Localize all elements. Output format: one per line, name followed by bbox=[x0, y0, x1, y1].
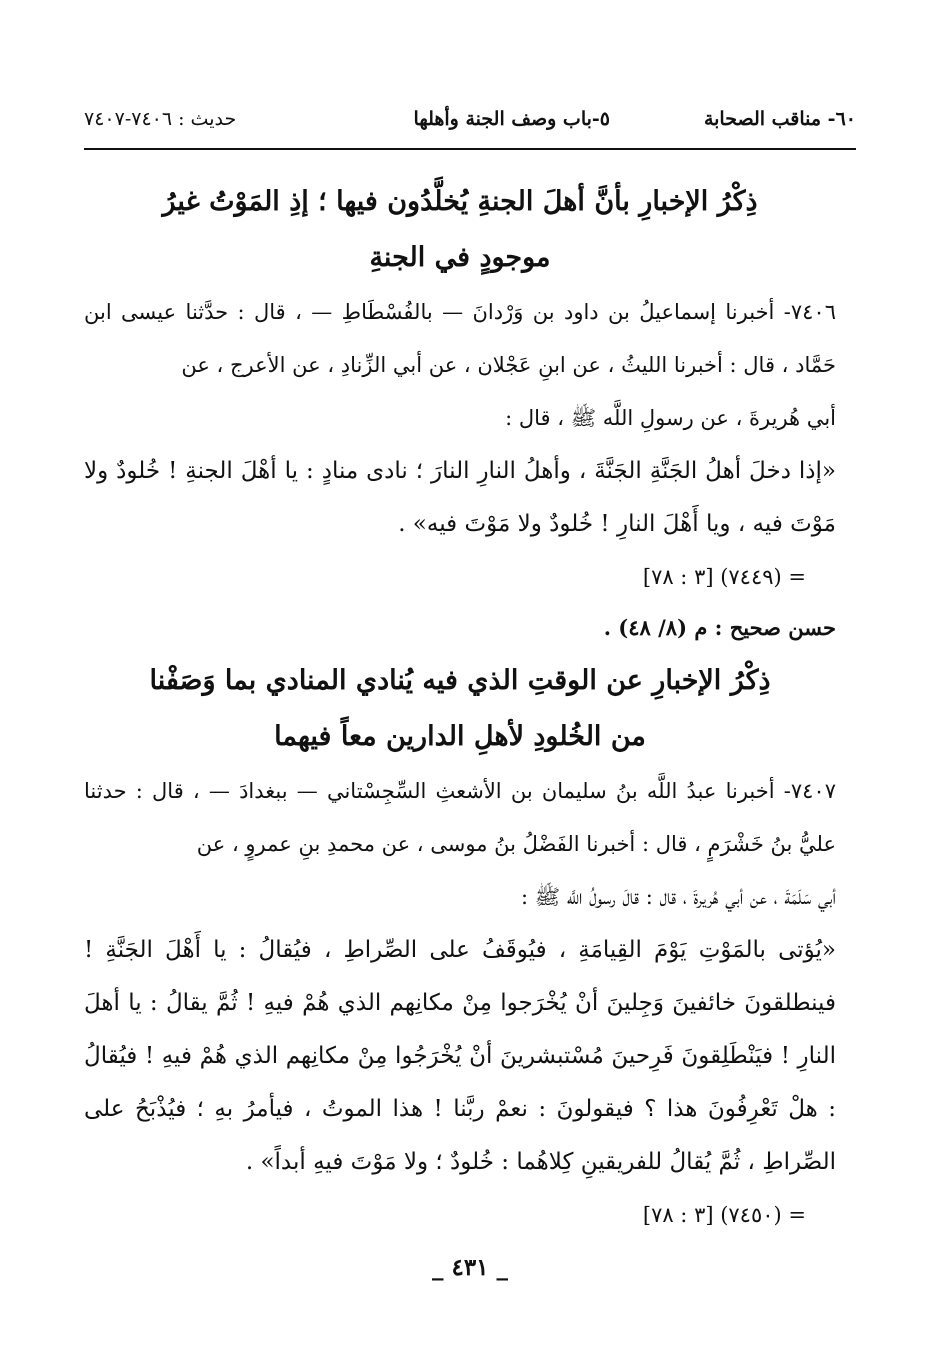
page-number: _ ٤٣١ _ bbox=[431, 1254, 509, 1281]
section-title: ٥-باب وصف الجنة وأهلها bbox=[413, 108, 610, 130]
running-header bbox=[84, 104, 856, 140]
hadith-isnad-end: أبي سَلَمَةَ ، عن أبي هُريرةَ ، قال : قالَ رسولُ اللَّه ﷺ : bbox=[520, 885, 836, 909]
hadith-text: «إذا دخلَ أهلُ الجَنَّةِ الجَنَّةَ ، وأهلُ النارِ النارَ ؛ نادى منادٍ : يا أهْلَ الجنةِ ! خُلودٌ ولا مَوْتَ فيه ، ويا أَهْلَ النارِ ! خُلودٌ ولا مَوْتَ فيه» . bbox=[84, 458, 836, 537]
chapter-title: ٦٠- مناقب الصحابة bbox=[703, 108, 856, 130]
chapter-section-1 bbox=[84, 174, 836, 653]
section-heading-line: ذِكْرُ الإخبارِ عن الوقتِ الذي فيه يُنادي المنادي بما وَصَفْنا bbox=[149, 665, 771, 696]
header-rule bbox=[84, 148, 856, 150]
page-body bbox=[84, 174, 836, 1241]
hadith-isnad: ٧٤٠٧- أخبرنا عبدُ اللَّه بنُ سليمان بن الأشعثِ السِّجِسْتاني — ببغدادَ — ، قال : حدثنا عليُّ بنُ خَشْرَمٍ ، قال : أخبرنا الفَضْلُ بنُ موسى ، عن محمدِ بنِ عمروٍ ، عن bbox=[84, 779, 836, 856]
hadith-isnad-end: أبي هُريرةَ ، عن رسولِ اللَّه ﷺ ، قال : bbox=[505, 406, 836, 430]
hadith-isnad: ٧٤٠٦- أخبرنا إسماعيلُ بن داود بن وَرْدانَ — بالفُسْطَاطِ — ، قال : حدَّثنا عيسى ابن حَمَّاد ، قال : أخبرنا الليثُ ، عن ابنِ عَجْلان ، عن أبي الزِّنادِ ، عن الأعرج ، عن bbox=[84, 300, 836, 377]
hadith-grade: حسن صحيح : م (٨/ ٤٨) . bbox=[603, 615, 836, 640]
section-heading-line: من الخُلودِ لأهلِ الدارين معاً فيهما bbox=[274, 721, 646, 752]
section-heading-line: موجودٍ في الجنةِ bbox=[369, 242, 551, 273]
chapter-section-2 bbox=[84, 653, 836, 1241]
cross-reference: = (٧٤٥٠) [٣ : ٧٨] bbox=[642, 1203, 806, 1227]
hadith-range: حديث : ٧٤٠٦-٧٤٠٧ bbox=[84, 108, 237, 130]
cross-reference: = (٧٤٤٩) [٣ : ٧٨] bbox=[642, 565, 806, 589]
section-heading-line: ذِكْرُ الإخبارِ بأنَّ أهلَ الجنةِ يُخلَّدُون فيها ؛ إذِ المَوْتُ غيرُ bbox=[162, 186, 758, 217]
hadith-text: «يُؤتى بالمَوْتِ يَوْمَ القِيامَةِ ، فيُوقَفُ على الصِّراطِ ، فيُقالُ : يا أَهْلَ الجَنَّةِ ! فينطلقونَ خائفينَ وَجِلينَ أنْ يُخْرَجوا مِنْ مكانِهم الذي هُمْ فيهِ ! ثُمَّ يقالُ : يا أهلَ النارِ ! فيَنْطَلِقونَ فَرِحينَ مُسْتبشرينَ أنْ يُخْرَجُوا مِنْ مكانِهم الذي هُمْ فيهِ ! فيُقالُ : هلْ تَعْرِفُونَ هذا ؟ فيقولونَ : نعمْ ربَّنا ! هذا الموتُ ، فيأمرُ بهِ ؛ فيُذْبَحُ على الصِّراطِ ، ثُمَّ يُقالُ للفريقينِ كِلاهُما : خُلودٌ ؛ ولا مَوْتَ فيهِ أبداً» . bbox=[84, 937, 836, 1175]
